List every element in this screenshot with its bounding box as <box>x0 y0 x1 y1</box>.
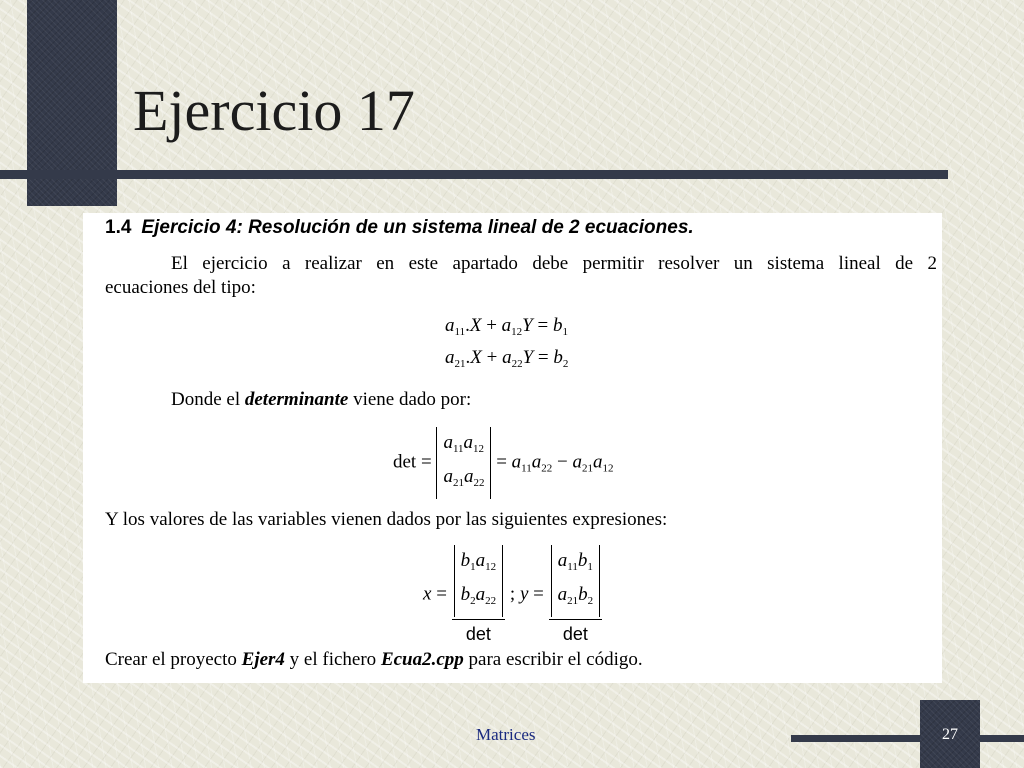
footer-rule <box>791 735 920 742</box>
word: El <box>171 253 188 274</box>
word: debe <box>532 253 569 274</box>
determinante-emphasis: determinante <box>244 389 349 410</box>
variables-intro: Y los valores de las variables vienen dados por las siguientes expresiones: <box>105 509 668 530</box>
footer-text: Matrices <box>476 725 536 744</box>
slide-title: Ejercicio 17 <box>133 78 415 143</box>
y-fraction: $a_{11}b_1$ $a_{21}b_2$ det <box>549 545 603 645</box>
section-heading <box>105 217 694 239</box>
file-name: Ecua2.cpp <box>380 649 464 670</box>
intro-line-2: ecuaciones del tipo: <box>105 277 256 298</box>
word: de <box>895 253 914 274</box>
equation-2: $a_{21}.X + a_{22}Y = b_2$ <box>445 347 569 370</box>
page-number: 27 <box>942 726 958 743</box>
equation-1: $a_{11}.X + a_{12}Y = b_1$ <box>445 315 568 338</box>
word: sistema <box>767 253 825 274</box>
text: Donde el <box>171 389 245 410</box>
x-fraction: $b_1a_{12}$ $b_2a_{22}$ det <box>452 545 506 645</box>
determinant-matrix: $a_{11}a_{12}$ $a_{21}a_{22}$ <box>436 427 491 499</box>
word: apartado <box>452 253 518 274</box>
cramer-formulas: x = $b_1a_{12}$ $b_2a_{22}$ det ; y = $a_{11}b_1$ $a_{21}b_2$ det <box>423 545 602 645</box>
text: Crear el proyecto <box>105 649 242 670</box>
project-name: Ejer4 <box>241 649 285 670</box>
create-project-instruction <box>105 649 643 672</box>
word: realizar <box>304 253 362 274</box>
word: lineal <box>838 253 881 274</box>
word: un <box>733 253 753 274</box>
section-heading-text: Ejercicio 4: Resolución de un sistema lineal de 2 ecuaciones. <box>141 217 694 238</box>
word: este <box>408 253 439 274</box>
footer-rule <box>980 735 1024 742</box>
word: 2 <box>927 253 937 274</box>
x-denominator: det <box>465 624 491 644</box>
intro-line-1 <box>171 253 937 276</box>
title-rule <box>0 170 948 179</box>
section-number: 1.4 <box>105 217 132 238</box>
word: resolver <box>658 253 720 274</box>
y-denominator: det <box>562 624 588 644</box>
content-panel <box>83 213 942 683</box>
det-label: det <box>393 451 417 473</box>
determinant-intro <box>171 389 471 412</box>
text: y el fichero <box>284 649 381 670</box>
determinant-formula: $\det = a_{11}a_{12}$ $a_{21}a_{22} = a_{11}a_{22} - a_{21}a_{12}$ <box>393 427 613 491</box>
word: en <box>376 253 395 274</box>
text: para escribir el código. <box>463 649 643 670</box>
word: permitir <box>582 253 644 274</box>
text: viene dado por: <box>348 389 472 410</box>
word: a <box>282 253 291 274</box>
word: ejercicio <box>202 253 268 274</box>
